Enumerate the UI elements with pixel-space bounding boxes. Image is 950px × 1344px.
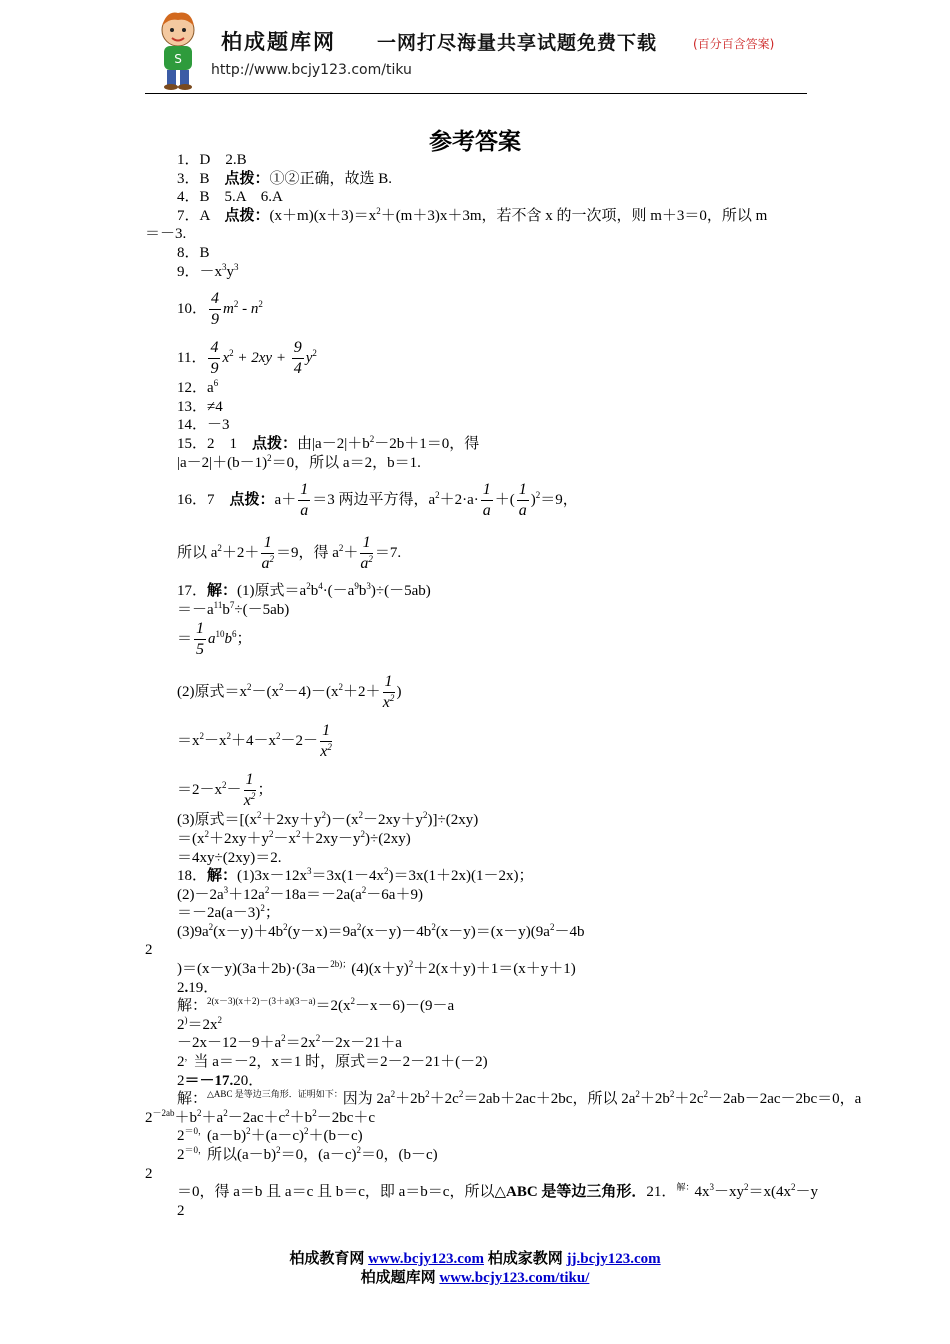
answer-line: (2)原式$=x^2-(x^2-4)-(x^2+2+$ $\frac{1}{x^2}$ ) xyxy=(177,673,402,712)
fraction: $\frac{1}{a}$ xyxy=(482,481,491,520)
answer-line: 7．A 点拨：$(x+m)(x+3)=x^2+(m+3)x+3m$，若不含 x 的一次项，则 m＋3＝0，所以 m xyxy=(177,205,768,224)
fraction: $\frac{1}{5}$ xyxy=(196,620,205,659)
cartoon-kid-mascot-icon xyxy=(147,10,209,90)
answer-line: 13．≠4 xyxy=(177,398,223,415)
answer-line: 2＝－17.20． xyxy=(177,1072,264,1089)
answer-line: $-2x-12-9+a^2=2x^2-2x-21+a$ xyxy=(177,1033,402,1052)
answer-line: $2^{=0,}$所以$(a-b)^2=0$，$(a-c)^2=0$，(b－c) xyxy=(177,1145,438,1163)
answer-line: 17．解：(1)原式$=a^2b^4\cdot(-a^9b^3)\div(-5ab)$ xyxy=(177,581,431,600)
answer-line: 9．$-x^3y^3$ xyxy=(177,261,239,280)
answer-line: (3)原式$=[(x^2+2xy+y^2)-(x^2-2xy+y^2)]\div(2xy)$ xyxy=(177,810,479,829)
answer-line: $2^{=0,}(a-b)^2+(a-c)^2+(b-c)$ xyxy=(177,1126,363,1145)
answer-line: 2 xyxy=(177,1202,185,1219)
answer-content xyxy=(145,151,862,1220)
answer-line: 16．7 点拨：a＋ $\frac{1}{a}$ ＝3 两边平方得，$a^2+2\cdot a\cdot$ $\frac{1}{a}$ ＋( $\frac{1}{a}$ )$^2$＝9， xyxy=(177,481,578,520)
footer-link[interactable]: www.bcjy123.com xyxy=(368,1251,484,1267)
answer-line: 2.19． xyxy=(177,979,219,996)
answer-line: 2 xyxy=(145,1165,153,1182)
fraction: $\frac{1}{a^2}$ xyxy=(360,534,373,573)
answer-line: $=-a^{11}b^7\div(-5ab)$ xyxy=(177,599,290,618)
answer-line: ＝ $\frac{1}{5}$ $a^{10}b^6$； xyxy=(177,620,252,659)
fraction: $\frac{9}{4}$ xyxy=(293,339,302,378)
answer-line: 所以 $a^2+2+$ $\frac{1}{a^2}$ ＝9，得 $a^2+$ $\frac{1}{a^2}$ ＝7. xyxy=(177,534,402,573)
answer-line: $=2-x^2-$ $\frac{1}{x^2}$ ； xyxy=(177,771,273,810)
answer-line: 18．解：$(1)3x-12x^3=3x(1-4x^2)=3x(1+2x)(1-2x)$； xyxy=(177,866,534,885)
answer-line: $=-2a(a-3)^2$； xyxy=(177,903,280,922)
footer-label: 柏成家教网 xyxy=(487,1251,563,1267)
fraction: $\frac{4}{9}$ xyxy=(210,339,219,378)
page-title: 参考答案 xyxy=(429,129,521,155)
answer-line: 15．2 1 点拨：由$|a-2|+b^2-2b+1=0$，得 xyxy=(177,433,480,452)
answer-line: ＝0，得 a＝b 且 a＝c 且 b＝c，即 a＝b＝c，所以△ABC 是等边三角形．21．$^{解:}4x^3-xy^2=x(4x^2-y$ xyxy=(177,1182,818,1201)
fraction: $\frac{1}{a}$ xyxy=(518,481,527,520)
site-url: http://www.bcjy123.com/tiku xyxy=(211,62,412,78)
answer-line: 12．$a^6$ xyxy=(177,378,219,397)
answer-line: 10． $\frac{4}{9}$ $m^2 - n^2$ xyxy=(177,290,263,329)
fraction: $\frac{1}{x^2}$ xyxy=(382,673,395,712)
footer-line xyxy=(0,1250,950,1269)
footer-label: 柏成教育网 xyxy=(289,1251,365,1267)
answer-line: 1．D 2.B xyxy=(177,152,247,168)
answer-line: 2 xyxy=(145,942,153,959)
answer-line: $(3)9a^2(x-y)+4b^2(y-x)=9a^2(x-y)-4b^2(x-y)=(x-y)(9a^2-4b$ xyxy=(177,921,585,940)
fraction: $\frac{1}{x^2}$ xyxy=(320,722,332,761)
footer-label: 柏成题库网 xyxy=(360,1270,436,1286)
fraction: $\frac{4}{9}$ xyxy=(211,290,220,329)
slogan-note: (百分百含答案) xyxy=(693,37,775,51)
answer-line: 14．－3 xyxy=(177,417,230,434)
answer-line: )$=(x-y)(3a+2b)\cdot(3a-^{2b);}(4)(x+y)^2+2(x+y)+1=(x+y+1)$ xyxy=(177,959,576,978)
footer-line xyxy=(0,1269,950,1288)
answer-line: $|a-2|+(b-1)^2=0$，所以 a＝2，b＝1. xyxy=(177,452,421,471)
svg-text:S: S xyxy=(174,52,182,66)
fraction: $\frac{1}{a}$ xyxy=(300,481,309,520)
answer-line: 2，当 a＝－2，x＝1 时，原式＝2－2－21＋(－2) xyxy=(177,1052,488,1071)
fraction: $\frac{1}{a^2}$ xyxy=(261,534,274,573)
answer-line: $=(x^2+2xy+y^2-x^2+2xy-y^2)\div(2xy)$ xyxy=(177,828,411,847)
footer-link[interactable]: jj.bcjy123.com xyxy=(566,1251,661,1267)
page-footer xyxy=(0,1250,950,1288)
footer-link[interactable]: www.bcjy123.com/tiku/ xyxy=(439,1270,590,1286)
answer-line: $2^{-2ab}+b^2+a^2-2ac+c^2+b^2-2bc+c$ xyxy=(145,1107,376,1126)
brand-name: 柏成题库网 xyxy=(221,30,336,54)
page-header xyxy=(145,8,807,94)
answer-line: $2^)=2x^2$ xyxy=(177,1014,223,1033)
answer-line: 3．B 点拨：①②正确，故选 B. xyxy=(177,170,393,187)
answer-line: 11． $\frac{4}{9}$ $x^2 + 2xy$ + $\frac{9}{4}$ $y^2$ xyxy=(177,339,317,378)
answer-line: $(2)-2a^3+12a^2-18a=-2a(a^2-6a+9)$ xyxy=(177,884,423,903)
answer-line: 8．B xyxy=(177,244,210,261)
fraction: $\frac{1}{x^2}$ xyxy=(243,771,256,810)
answer-line: $=x^2-x^2+4-x^2-2-$ $\frac{1}{x^2}$ xyxy=(177,722,332,761)
slogan: 一网打尽海量共享试题免费下载 xyxy=(377,32,658,54)
answer-line: ＝4xy÷(2xy)＝2. xyxy=(177,849,282,866)
answer-line: ＝－3. xyxy=(145,226,187,243)
answer-line: 解：$^{\triangle ABC 是等边三角形.证明如下:}$因为 $2a^2+2b^2+2c^2=2ab+2ac+2bc$，所以 $2a^2+2b^2+2c^2-2ab-2ac-2bc=0$，a xyxy=(177,1089,862,1108)
answer-line: 解：$^{2(x-3)(x+2)-(3+a)(3-a)}=2(x^2-x-6)-(9-a$ xyxy=(177,996,455,1015)
answer-line: 4．B 5.A 6.A xyxy=(177,189,283,206)
